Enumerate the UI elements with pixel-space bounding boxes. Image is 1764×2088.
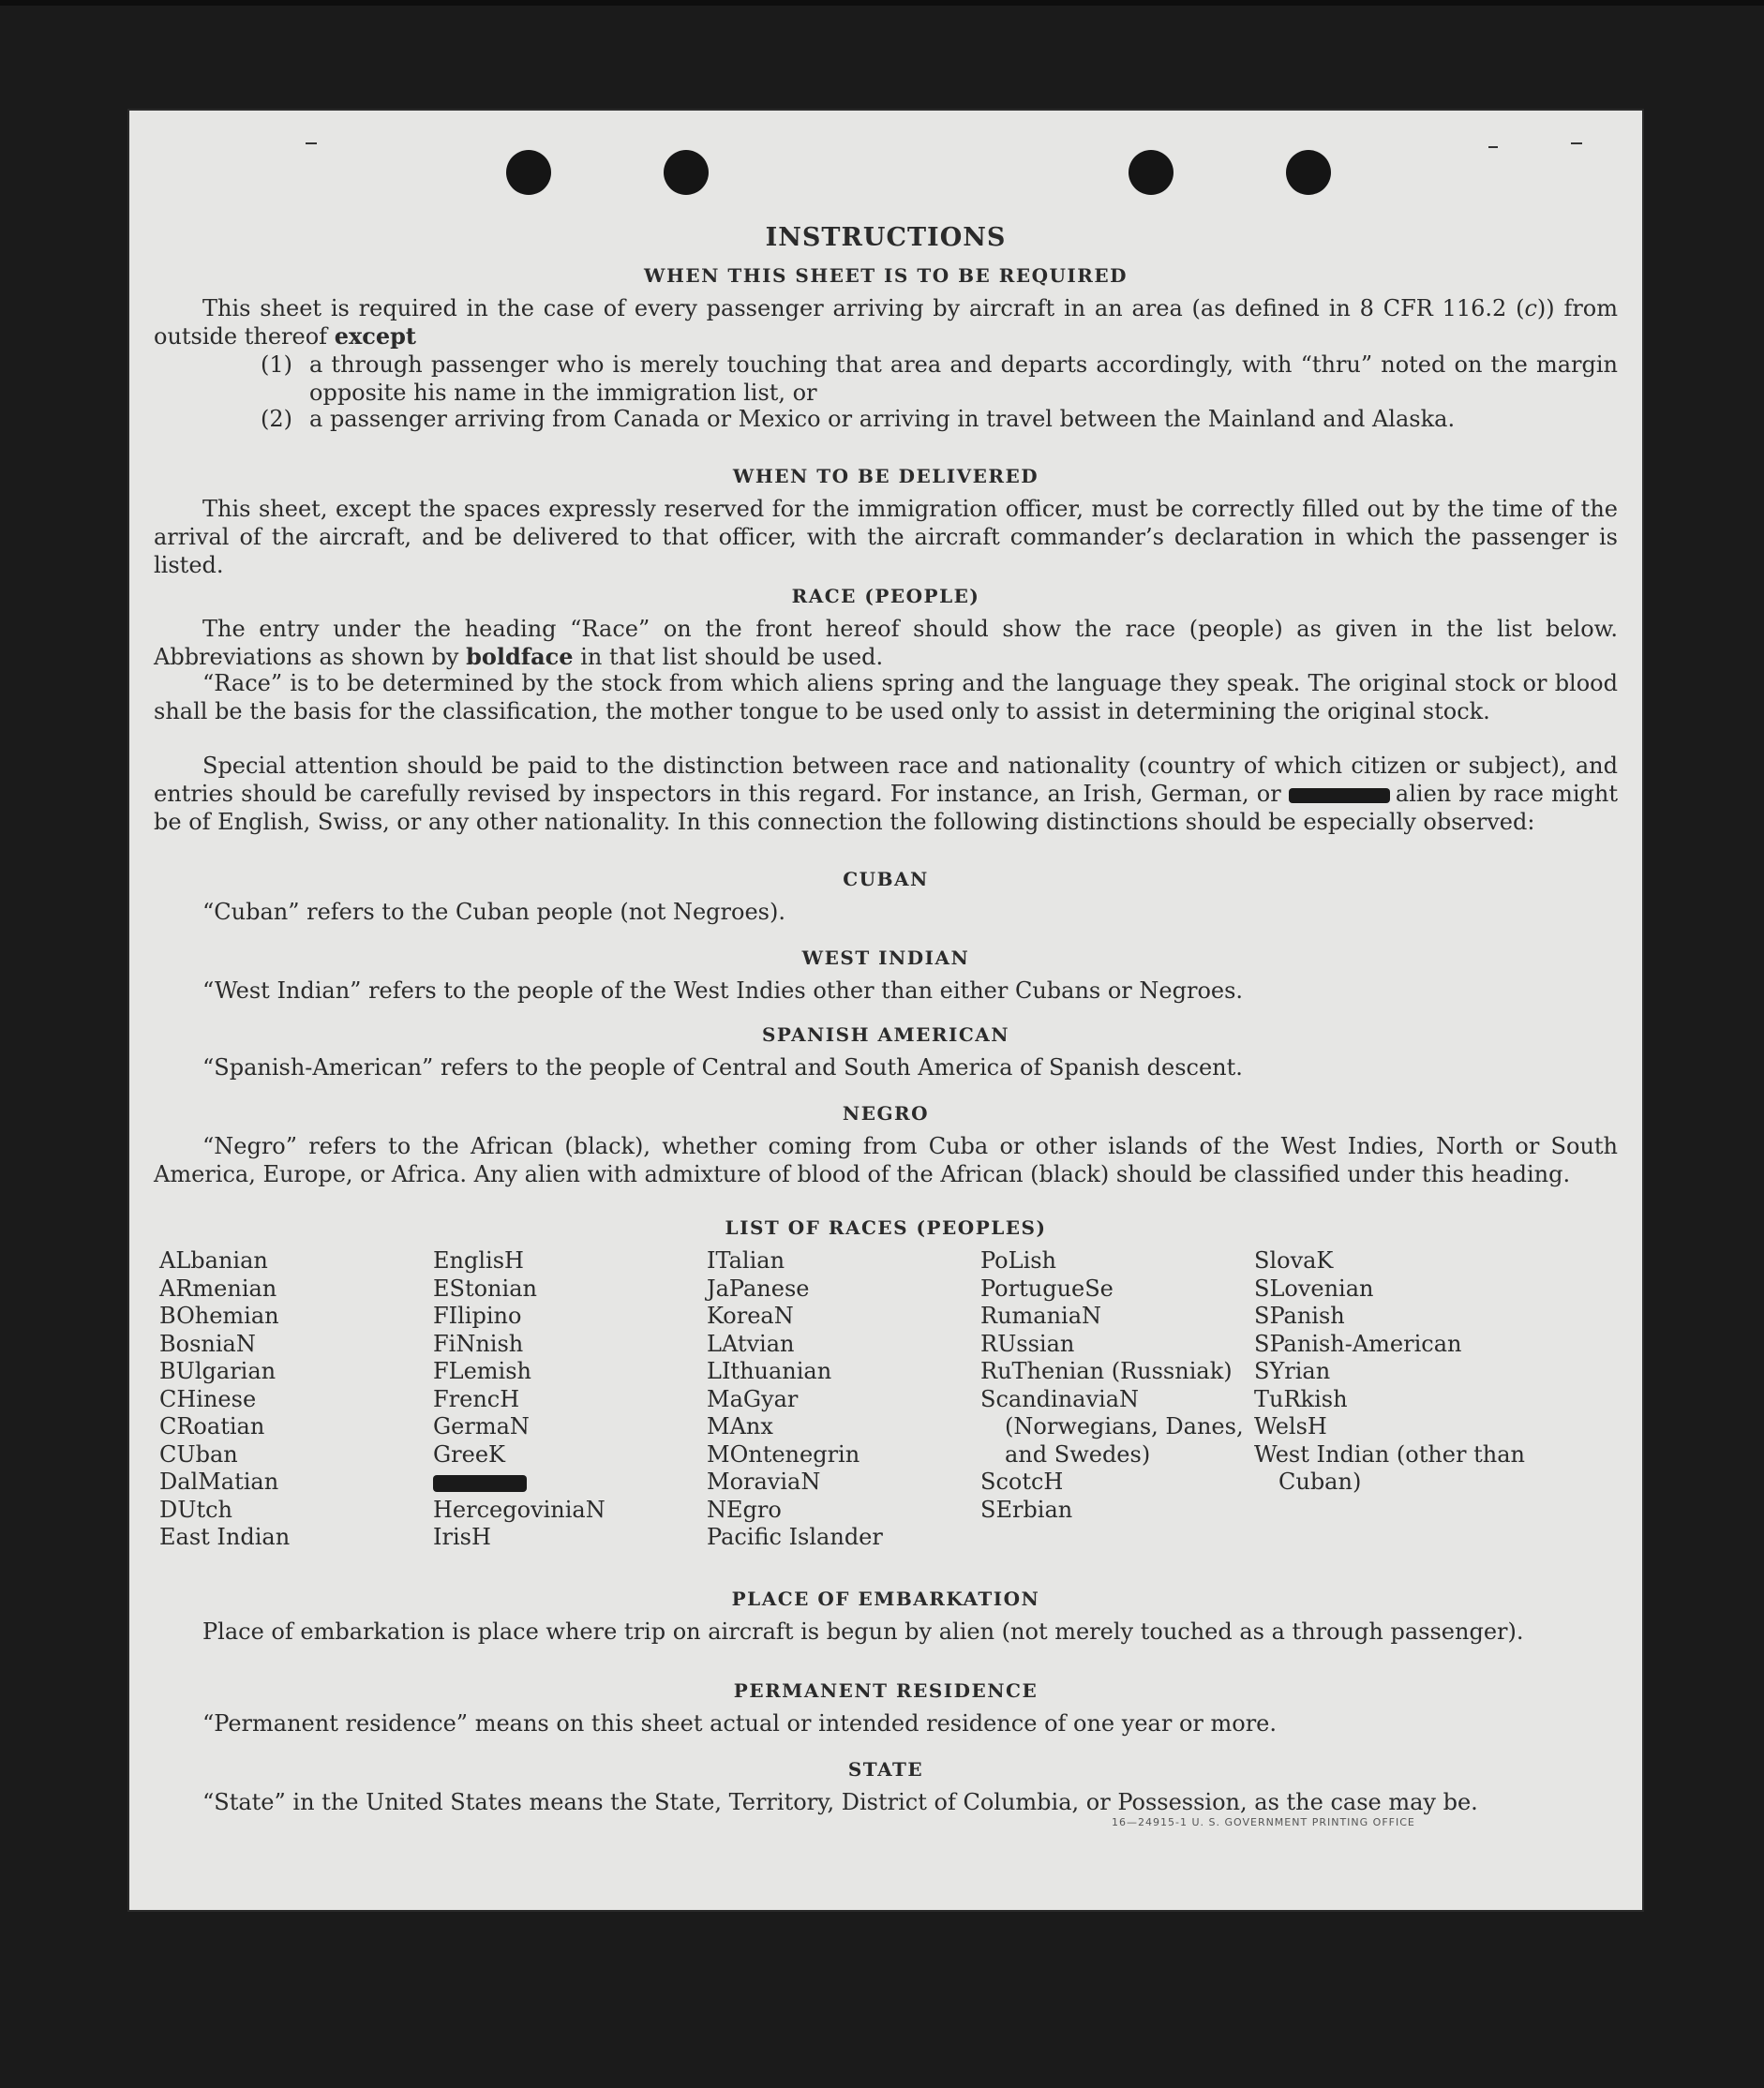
cuban-text: “Cuban” refers to the Cuban people (not Negroes).	[202, 899, 785, 925]
heading-list-of-races: LIST OF RACES (PEOPLES)	[725, 1216, 1047, 1239]
redaction-mark	[433, 1475, 527, 1492]
spanish-american-text: “Spanish-American” refers to the people of Central and South America of Spanish descent.	[202, 1054, 1243, 1081]
race-entry: RuThenian (Russniak)	[980, 1358, 1233, 1384]
heading-when-required: WHEN THIS SHEET IS TO BE REQUIRED	[644, 264, 1128, 287]
punch-hole	[506, 150, 551, 195]
embarkation-text: Place of embarkation is place where trip on aircraft is begun by alien (not merely touched as a through passenger).	[202, 1618, 1524, 1645]
heading-when-delivered: WHEN TO BE DELIVERED	[732, 465, 1039, 487]
race-entry: ARmenian	[159, 1275, 277, 1302]
exception-item-2: (2) a passenger arriving from Canada or Mexico or arriving in travel between the Mainland and Alaska.	[261, 406, 1456, 432]
instruction-sheet	[127, 109, 1644, 1912]
heading-embarkation: PLACE OF EMBARKATION	[731, 1588, 1040, 1610]
heading-permanent-residence: PERMANENT RESIDENCE	[733, 1679, 1039, 1702]
exception-item-1: (1) a through passenger who is merely touching that area and departs accordingly, with “thru” noted on the margin opposite his name in the immigration list, or	[261, 351, 1618, 406]
race-entry: ITalian	[707, 1247, 785, 1274]
race-entry: RumaniaN	[980, 1303, 1102, 1329]
heading-west-indian: WEST INDIAN	[801, 947, 970, 969]
race-entry: MAnx	[707, 1413, 773, 1439]
race-entry: GermaN	[433, 1413, 530, 1439]
race-entry: FLemish	[433, 1358, 531, 1384]
race-entry: SPanish-American	[1254, 1330, 1462, 1357]
race-entry: IrisH	[433, 1524, 491, 1550]
when-delivered-text: This sheet, except the spaces expressly reserved for the immigration officer, must be correctly filled out by the time of the arrival of the aircraft, and be delivered to that officer, with the aircraft commander’s declaration in which the passenger is listed.	[154, 496, 1618, 578]
race-entry: BOhemian	[159, 1303, 279, 1329]
negro-text: “Negro” refers to the African (black), whether coming from Cuba or other islands of the West Indies, North or South America, Europe, or Africa. Any alien with admixture of blood of the African (black) should be classified under this heading.	[154, 1133, 1618, 1187]
race-entry: MaGyar	[707, 1385, 799, 1412]
race-entry: DUtch	[159, 1496, 233, 1523]
race-entry: BUlgarian	[159, 1358, 277, 1384]
race-entry: EStonian	[433, 1275, 537, 1302]
races-column-2	[433, 1247, 707, 1552]
race-entry: Pacific Islander	[707, 1524, 883, 1550]
race-entry: TuRkish	[1254, 1385, 1348, 1412]
race-entry: ScandinaviaN (Norwegians, Danes, and Swedes)	[980, 1385, 1244, 1468]
race-entry: SYrian	[1254, 1358, 1331, 1384]
race-entry: ALbanian	[159, 1247, 268, 1274]
race-paragraph-2: “Race” is to be determined by the stock from which aliens spring and the language they speak. The original stock or blood shall be the basis for the classification, the mother tongue to be used only to assist in determining the original stock.	[154, 670, 1618, 724]
page-title: INSTRUCTIONS	[765, 223, 1007, 252]
when-required-intro: This sheet is required in the case of every passenger arriving by aircraft in an area (as defined in 8 CFR 116.2 (c)) from outside thereof except	[154, 295, 1619, 350]
west-indian-text: “West Indian” refers to the people of the West Indies other than either Cubans or Negroes.	[202, 977, 1244, 1004]
race-entry: SErbian	[980, 1496, 1073, 1523]
races-column-3	[707, 1247, 980, 1552]
race-entry: MoraviaN	[707, 1469, 821, 1495]
permanent-residence-text: “Permanent residence” means on this sheet actual or intended residence of one year or more.	[202, 1710, 1277, 1737]
race-entry: GreeK	[433, 1440, 505, 1468]
race-entry: SPanish	[1254, 1303, 1345, 1329]
races-column-1	[159, 1247, 433, 1552]
races-column-4	[980, 1247, 1254, 1552]
punch-hole	[664, 150, 709, 195]
race-entry: East Indian	[159, 1524, 291, 1550]
race-paragraph-1: The entry under the heading “Race” on the front hereof should show the race (people) as given in the list below. Abbreviations as shown by boldface in that list should be used.	[154, 616, 1618, 670]
race-entry: MOntenegrin	[707, 1440, 860, 1468]
punch-hole	[1286, 150, 1331, 195]
race-entry: JaPanese	[707, 1275, 810, 1302]
races-column-5	[1254, 1247, 1528, 1552]
race-entry: CUban	[159, 1440, 238, 1468]
race-entry: SlovaK	[1254, 1247, 1334, 1274]
race-entry: DalMatian	[159, 1469, 279, 1495]
race-paragraph-3: Special attention should be paid to the distinction between race and nationality (country of which citizen or subject), and entries should be carefully revised by inspectors in this regard. For instance, an Irish, German, or alien by race might be of English, Swiss, or any other nationality. In this connection the following distinctions should be especially observed:	[154, 753, 1619, 835]
race-entry: FiNnish	[433, 1330, 524, 1357]
race-entry: PortugueSe	[980, 1275, 1114, 1302]
race-entry: EnglisH	[433, 1247, 524, 1274]
race-entry: FrencH	[433, 1385, 520, 1412]
race-entry: BosniaN	[159, 1330, 256, 1357]
heading-race: RACE (PEOPLE)	[791, 585, 980, 607]
punch-hole	[1129, 150, 1174, 195]
race-entry: West Indian (other than Cuban)	[1254, 1440, 1525, 1495]
race-entry: SLovenian	[1254, 1275, 1374, 1302]
print-code: 16—24915-1 U. S. GOVERNMENT PRINTING OFFICE	[1112, 1816, 1415, 1828]
race-entry: RUssian	[980, 1330, 1075, 1357]
race-entry: PoLish	[980, 1247, 1057, 1274]
race-entry: LIthuanian	[707, 1358, 832, 1384]
heading-cuban: CUBAN	[843, 868, 929, 890]
state-text: “State” in the United States means the State, Territory, District of Columbia, or Possession, as the case may be.	[202, 1789, 1478, 1815]
race-entry: ScotcH	[980, 1469, 1064, 1495]
heading-negro: NEGRO	[842, 1102, 930, 1125]
race-entry: FIlipino	[433, 1303, 522, 1329]
race-entry: LAtvian	[707, 1330, 795, 1357]
heading-spanish-american: SPANISH AMERICAN	[761, 1023, 1010, 1046]
race-entry: NEgro	[707, 1496, 782, 1523]
redaction-mark	[1289, 788, 1390, 803]
heading-state: STATE	[847, 1758, 924, 1781]
race-entry: KoreaN	[707, 1303, 794, 1329]
race-entry: WelsH	[1254, 1413, 1327, 1439]
races-list	[159, 1247, 1631, 1552]
race-entry: HercegoviniaN	[433, 1496, 605, 1523]
race-entry: CRoatian	[159, 1413, 265, 1439]
race-entry-redacted	[433, 1469, 707, 1497]
race-entry: CHinese	[159, 1385, 257, 1412]
